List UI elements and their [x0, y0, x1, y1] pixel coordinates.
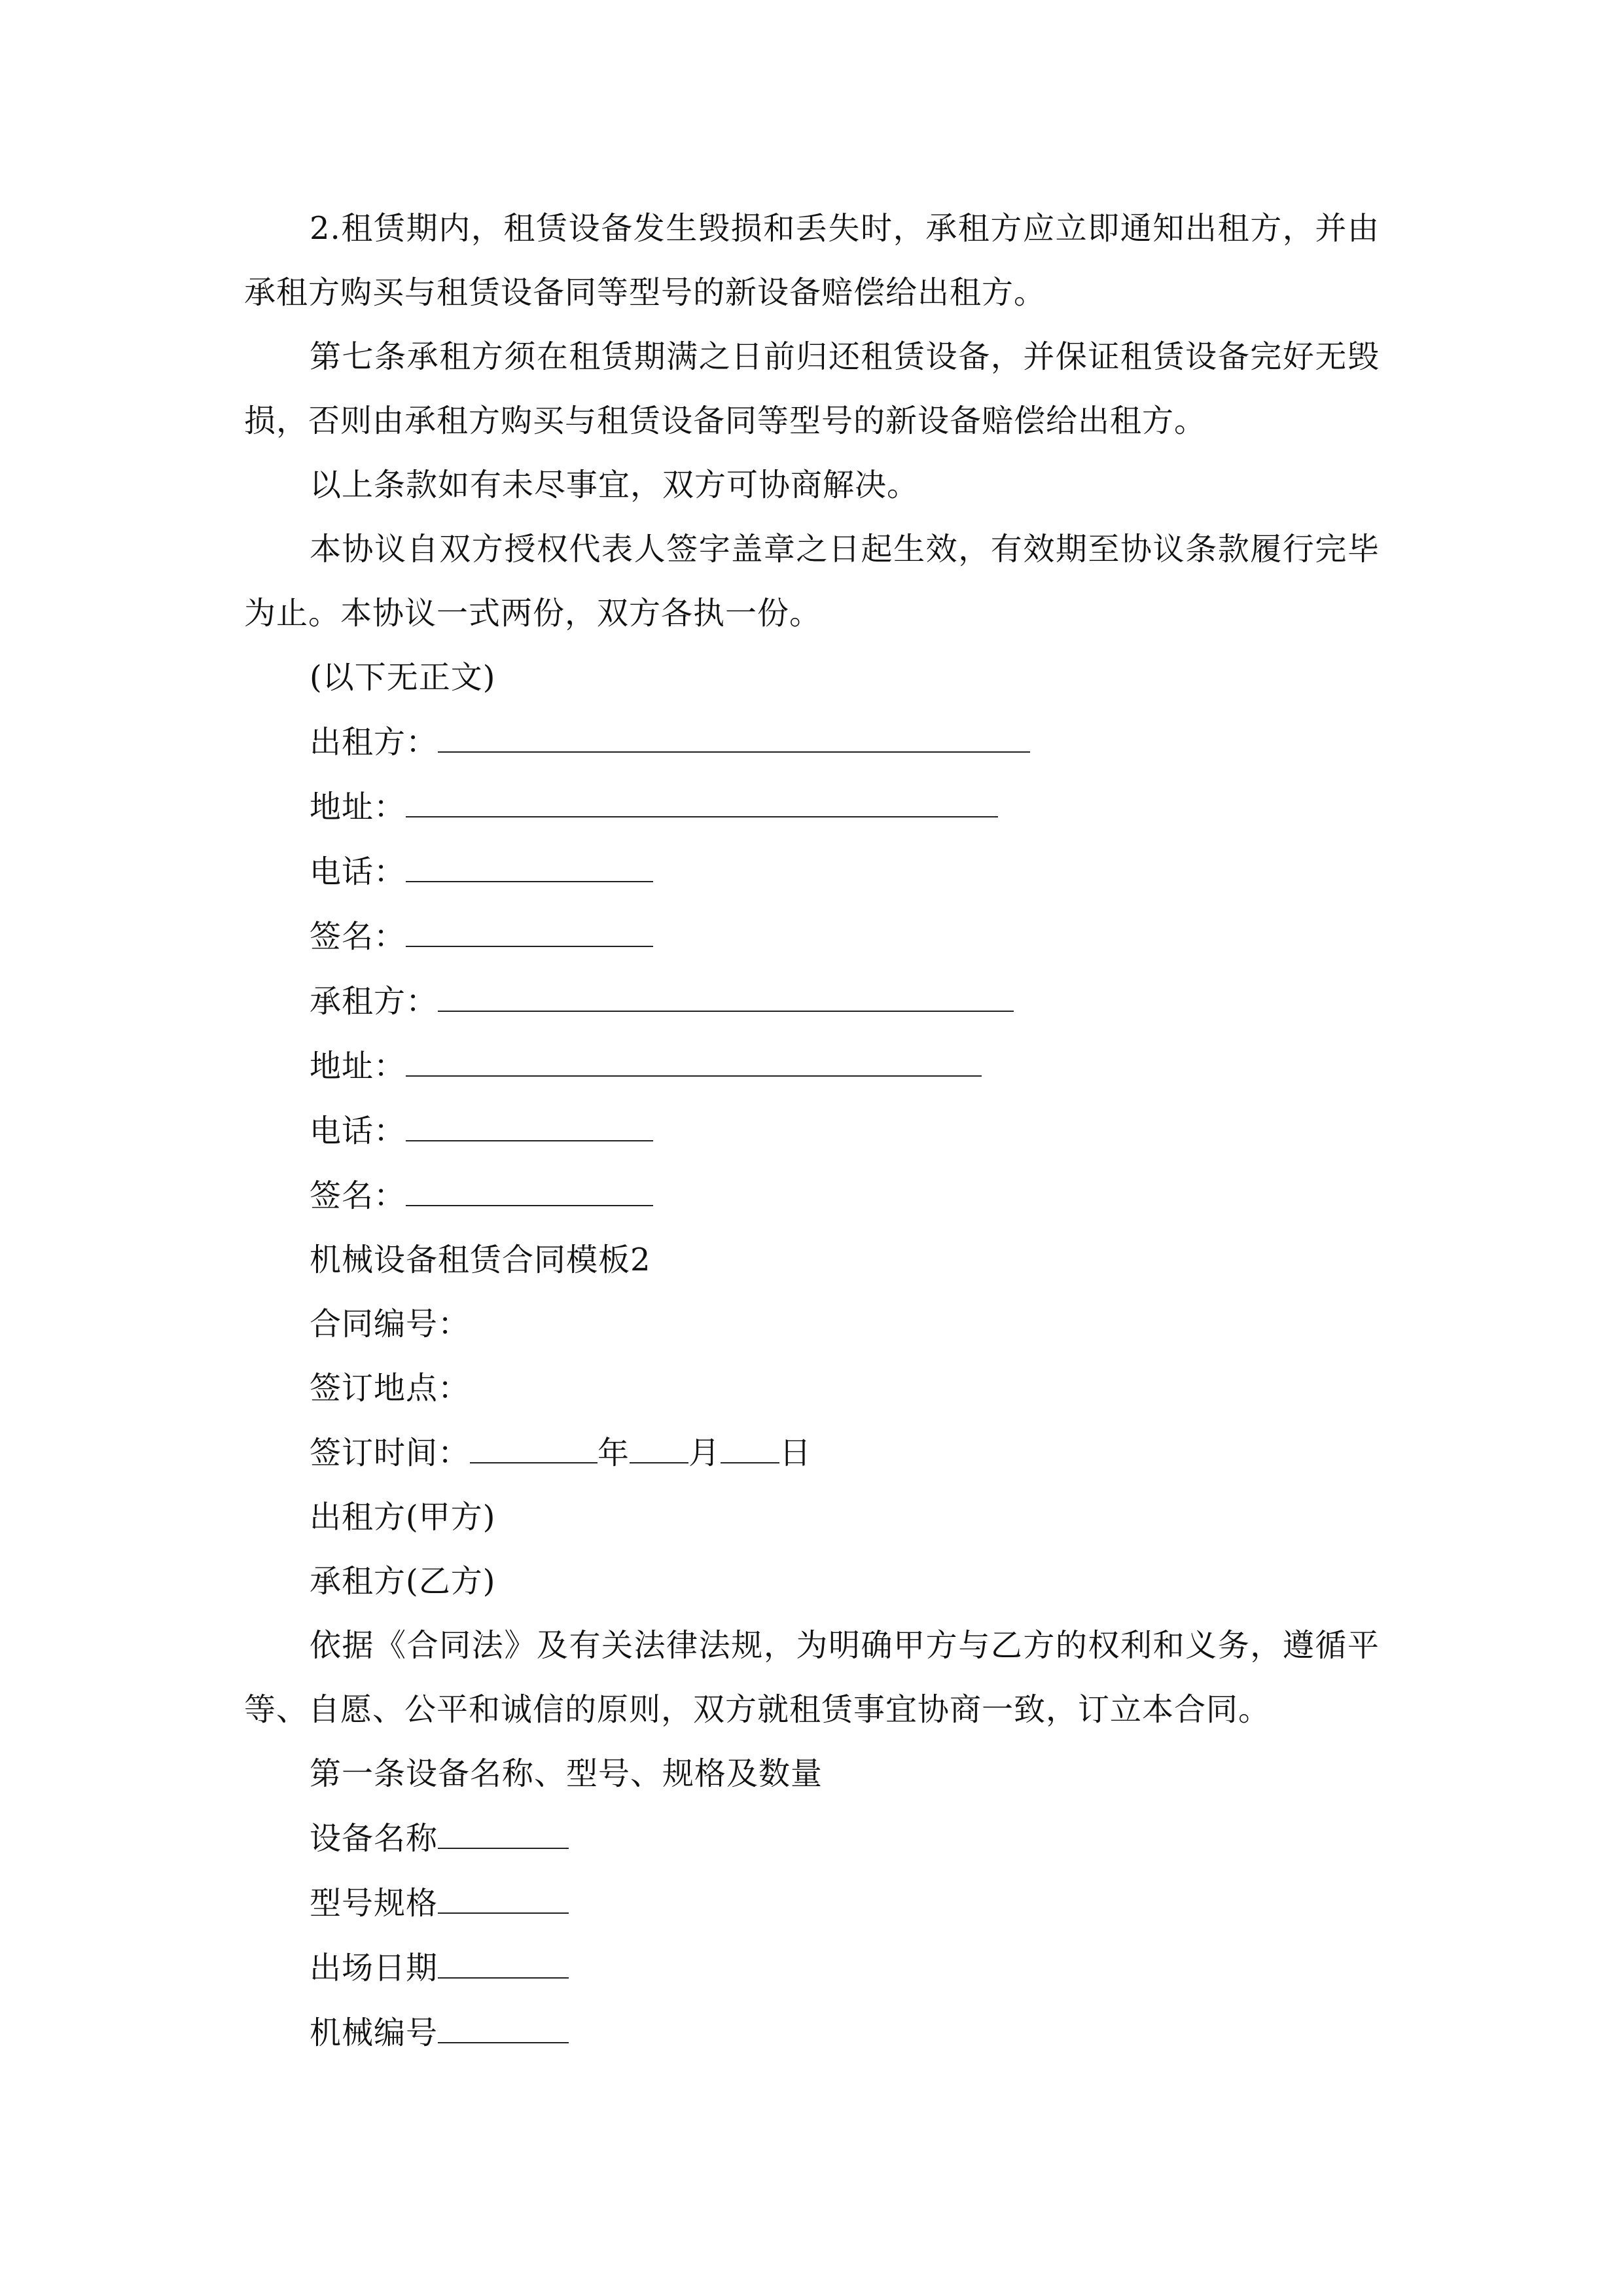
clause-negotiation: 以上条款如有未尽事宜，双方可协商解决。	[310, 467, 919, 503]
sign-time-label: 签订时间：	[310, 1435, 471, 1471]
sign-place-field	[244, 1356, 1380, 1420]
lessor-address-field	[244, 774, 1380, 839]
template-2-title: 机械设备租赁合同模板2	[310, 1242, 651, 1278]
lessor-address-label: 地址：	[310, 789, 406, 825]
lessor-phone-label: 电话：	[310, 853, 406, 890]
lessor-blank[interactable]	[438, 709, 1030, 753]
article-1-heading: 第一条设备名称、型号、规格及数量	[310, 1755, 823, 1792]
model-spec-label: 型号规格	[310, 1885, 438, 1922]
lessor-address-blank[interactable]	[406, 774, 998, 817]
lessee-sign-blank[interactable]	[406, 1163, 653, 1206]
party-a-line: 出租方(甲方)	[310, 1499, 496, 1535]
lessee-phone-label: 电话：	[310, 1113, 406, 1149]
lessee-phone-field	[244, 1098, 1380, 1163]
lessee-label: 承租方：	[310, 983, 438, 1020]
lessee-field	[244, 969, 1380, 1033]
day-label: 日	[779, 1435, 812, 1471]
model-spec-field	[244, 1871, 1380, 1935]
lessor-label: 出租方：	[310, 724, 438, 761]
model-spec-blank[interactable]	[438, 1871, 569, 1914]
contract-no-field	[244, 1292, 1380, 1356]
sign-place-label: 签订地点：	[310, 1370, 471, 1407]
document-body	[244, 196, 1380, 2065]
party-b-line: 承租方(乙方)	[310, 1563, 496, 1600]
month-label: 月	[688, 1435, 721, 1471]
equipment-name-label: 设备名称	[310, 1820, 438, 1857]
lessee-sign-label: 签名：	[310, 1177, 406, 1214]
sign-time-field	[244, 1420, 1380, 1485]
factory-date-blank[interactable]	[438, 1935, 569, 1979]
clause-effective: 本协议自双方授权代表人签字盖章之日起生效，有效期至协议条款履行完毕为止。本协议一式两份，双方各执一份。	[244, 531, 1380, 632]
lessee-address-blank[interactable]	[406, 1033, 982, 1077]
lessor-sign-blank[interactable]	[406, 904, 653, 947]
contract-intro: 依据《合同法》及有关法律法规，为明确甲方与乙方的权利和义务，遵循平等、自愿、公平和诚信的原则，双方就租赁事宜协商一致，订立本合同。	[244, 1627, 1380, 1728]
machine-no-field	[244, 2000, 1380, 2065]
month-blank[interactable]	[630, 1420, 688, 1463]
lessor-sign-label: 签名：	[310, 918, 406, 955]
year-blank[interactable]	[470, 1420, 597, 1463]
lessor-phone-blank[interactable]	[406, 839, 653, 882]
contract-no-label: 合同编号：	[310, 1306, 471, 1342]
lessor-phone-field	[244, 839, 1380, 904]
day-blank[interactable]	[721, 1420, 779, 1463]
clause-damage-loss: 2.租赁期内，租赁设备发生毁损和丢失时，承租方应立即通知出租方，并由承租方购买与租赁设备同等型号的新设备赔偿给出租方。	[244, 210, 1380, 311]
no-more-text-note: (以下无正文)	[310, 659, 496, 696]
machine-no-blank[interactable]	[438, 2000, 569, 2043]
equipment-name-field	[244, 1806, 1380, 1871]
equipment-name-blank[interactable]	[438, 1806, 569, 1849]
lessee-address-field	[244, 1033, 1380, 1098]
lessor-field	[244, 709, 1380, 774]
lessor-sign-field	[244, 904, 1380, 969]
article-7-return: 第七条承租方须在租赁期满之日前归还租赁设备，并保证租赁设备完好无毁损，否则由承租方购买与租赁设备同等型号的新设备赔偿给出租方。	[244, 338, 1380, 439]
lessee-phone-blank[interactable]	[406, 1098, 653, 1141]
year-label: 年	[597, 1435, 630, 1471]
lessee-sign-field	[244, 1163, 1380, 1228]
factory-date-field	[244, 1935, 1380, 2000]
lessee-blank[interactable]	[438, 969, 1014, 1012]
lessee-address-label: 地址：	[310, 1048, 406, 1085]
factory-date-label: 出场日期	[310, 1950, 438, 1986]
machine-no-label: 机械编号	[310, 2015, 438, 2051]
